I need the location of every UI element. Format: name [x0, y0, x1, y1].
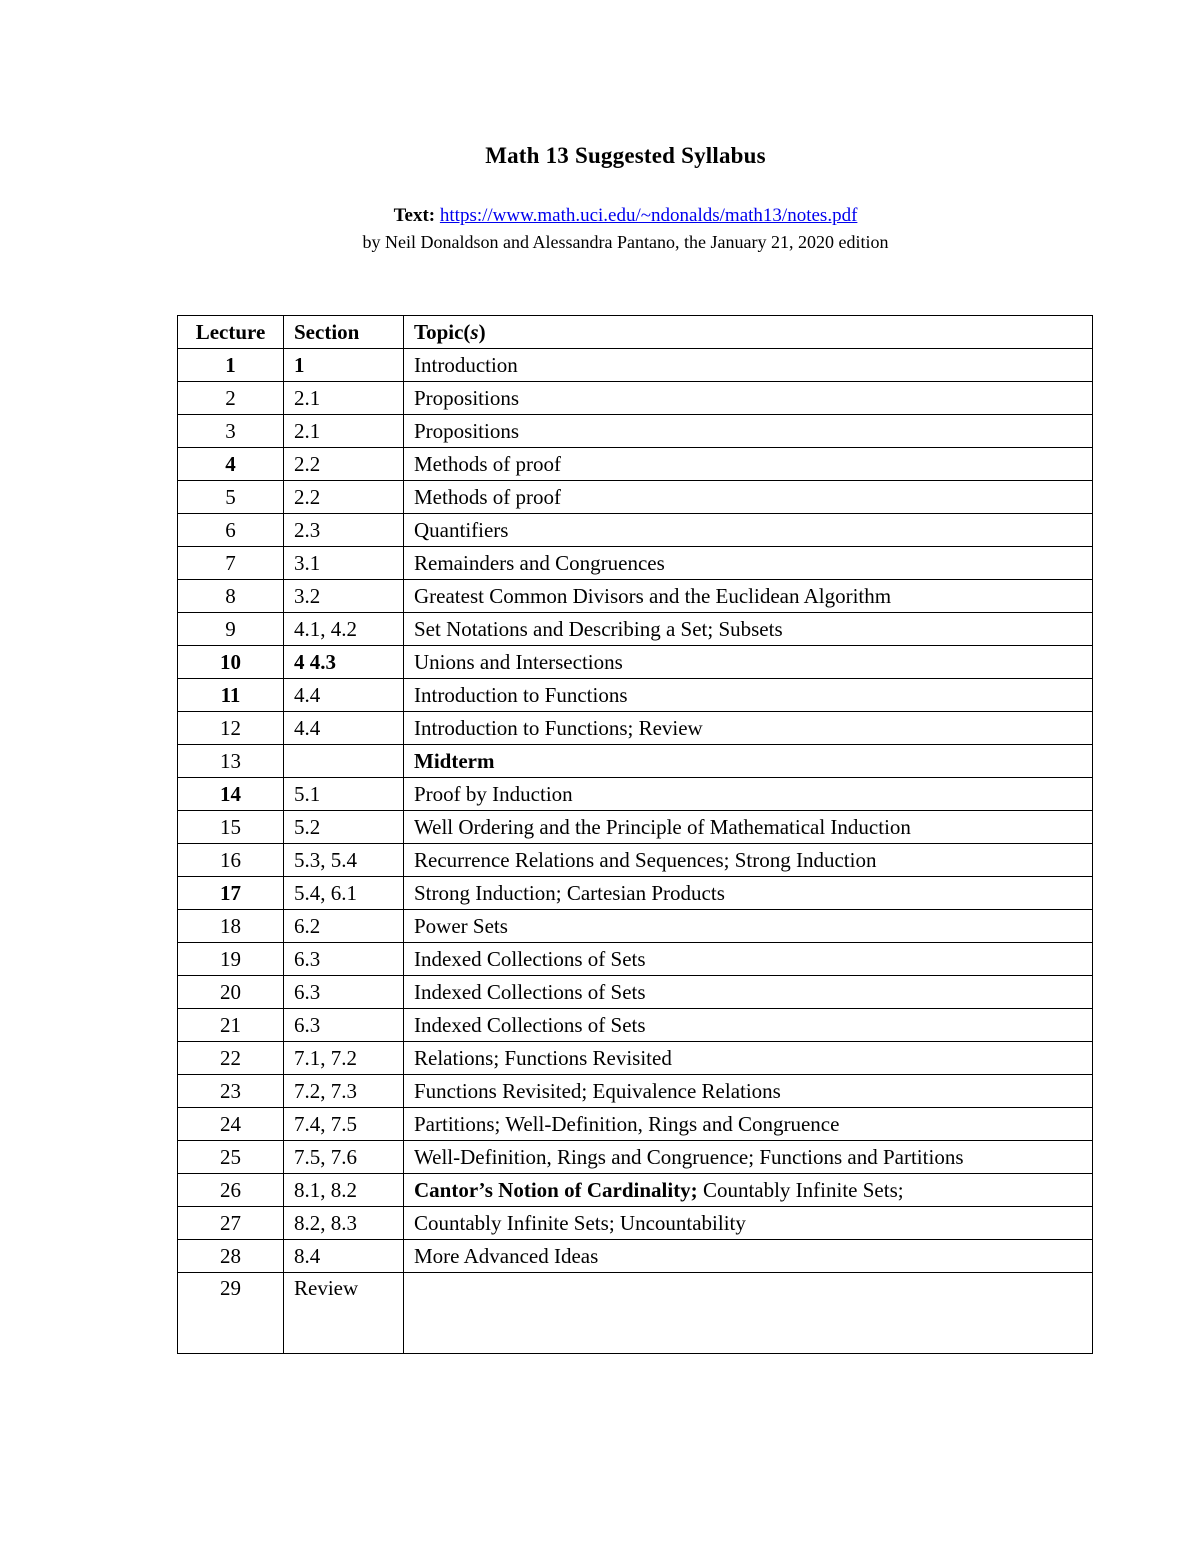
- section-cell: 6.3: [284, 976, 404, 1009]
- section-cell: 2.3: [284, 514, 404, 547]
- section-cell: 6.3: [284, 943, 404, 976]
- section-cell: [284, 745, 404, 778]
- table-row: [178, 877, 1093, 910]
- topic-cell: Methods of proof: [404, 448, 1093, 481]
- topic-cell: Propositions: [404, 415, 1093, 448]
- section-cell: 5.1: [284, 778, 404, 811]
- lecture-cell: 1: [178, 349, 284, 382]
- lecture-cell: 8: [178, 580, 284, 613]
- topic-cell: Indexed Collections of Sets: [404, 943, 1093, 976]
- lecture-cell: 10: [178, 646, 284, 679]
- table-row: [178, 1141, 1093, 1174]
- section-cell: 4.4: [284, 712, 404, 745]
- topic-cell: Introduction to Functions; Review: [404, 712, 1093, 745]
- page-title: Math 13 Suggested Syllabus: [485, 143, 766, 168]
- table-row: [178, 448, 1093, 481]
- section-cell: 2.1: [284, 415, 404, 448]
- topic-cell: Functions Revisited; Equivalence Relations: [404, 1075, 1093, 1108]
- header-topic-main: Topic(: [414, 319, 471, 344]
- topic-cell: Greatest Common Divisors and the Euclidean Algorithm: [404, 580, 1093, 613]
- section-cell: 2.2: [284, 448, 404, 481]
- lecture-cell: 5: [178, 481, 284, 514]
- header-topic: [404, 316, 1093, 349]
- topic-cell: Well Ordering and the Principle of Mathematical Induction: [404, 811, 1093, 844]
- table-row: [178, 514, 1093, 547]
- section-cell: 4.4: [284, 679, 404, 712]
- topic-text: Countably Infinite Sets;: [697, 1177, 904, 1202]
- section-cell: 3.2: [284, 580, 404, 613]
- section-cell: 2.2: [284, 481, 404, 514]
- topic-cell: Partitions; Well-Definition, Rings and Congruence: [404, 1108, 1093, 1141]
- table-row: [178, 910, 1093, 943]
- topic-cell: Strong Induction; Cartesian Products: [404, 877, 1093, 910]
- lecture-cell: 19: [178, 943, 284, 976]
- table-row: [178, 646, 1093, 679]
- section-cell: 5.2: [284, 811, 404, 844]
- topic-cell: Set Notations and Describing a Set; Subsets: [404, 613, 1093, 646]
- lecture-cell: 23: [178, 1075, 284, 1108]
- section-cell: 1: [284, 349, 404, 382]
- table-row: [178, 415, 1093, 448]
- lecture-cell: 26: [178, 1174, 284, 1207]
- table-row: [178, 679, 1093, 712]
- lecture-cell: 2: [178, 382, 284, 415]
- lecture-cell: 4: [178, 448, 284, 481]
- table-row: [178, 547, 1093, 580]
- topic-cell: Proof by Induction: [404, 778, 1093, 811]
- topic-cell: Indexed Collections of Sets: [404, 1009, 1093, 1042]
- text-label: Text:: [393, 205, 436, 226]
- section-cell: 8.2, 8.3: [284, 1207, 404, 1240]
- header-topic-s: s: [470, 319, 479, 344]
- lecture-cell: 27: [178, 1207, 284, 1240]
- section-cell: 7.4, 7.5: [284, 1108, 404, 1141]
- section-cell: 7.1, 7.2: [284, 1042, 404, 1075]
- topic-cell: [404, 1273, 1093, 1354]
- topic-cell: Remainders and Congruences: [404, 547, 1093, 580]
- section-cell: 4 4.3: [284, 646, 404, 679]
- table-row: [178, 1273, 1093, 1354]
- lecture-cell: 14: [178, 778, 284, 811]
- table-row: [178, 1042, 1093, 1075]
- lecture-cell: 25: [178, 1141, 284, 1174]
- table-row: [178, 1108, 1093, 1141]
- table-row: [178, 1075, 1093, 1108]
- table-row: [178, 382, 1093, 415]
- topic-cell: Relations; Functions Revisited: [404, 1042, 1093, 1075]
- section-cell: 6.3: [284, 1009, 404, 1042]
- topic-cell: Countably Infinite Sets; Uncountability: [404, 1207, 1093, 1240]
- topic-cell: Introduction to Functions: [404, 679, 1093, 712]
- topic-cell: Unions and Intersections: [404, 646, 1093, 679]
- header-row: [178, 316, 1093, 349]
- text-link[interactable]: https://www.math.uci.edu/~ndonalds/math13/notes.pdf: [439, 205, 858, 226]
- section-cell: 8.4: [284, 1240, 404, 1273]
- lecture-cell: 3: [178, 415, 284, 448]
- lecture-cell: 28: [178, 1240, 284, 1273]
- lecture-cell: 7: [178, 547, 284, 580]
- header-lecture: Lecture: [178, 316, 284, 349]
- topic-cell: Power Sets: [404, 910, 1093, 943]
- lecture-cell: 20: [178, 976, 284, 1009]
- topic-cell: More Advanced Ideas: [404, 1240, 1093, 1273]
- text-line: [0, 205, 1200, 227]
- table-row: [178, 712, 1093, 745]
- lecture-cell: 15: [178, 811, 284, 844]
- lecture-cell: 17: [178, 877, 284, 910]
- lecture-cell: 24: [178, 1108, 284, 1141]
- lecture-cell: 11: [178, 679, 284, 712]
- topic-cell: Methods of proof: [404, 481, 1093, 514]
- section-cell: 3.1: [284, 547, 404, 580]
- topic-cell: [404, 1174, 1093, 1207]
- topic-cell: Propositions: [404, 382, 1093, 415]
- section-cell: 4.1, 4.2: [284, 613, 404, 646]
- lecture-cell: 13: [178, 745, 284, 778]
- topic-cell: Indexed Collections of Sets: [404, 976, 1093, 1009]
- lecture-cell: 18: [178, 910, 284, 943]
- topic-cell: Recurrence Relations and Sequences; Strong Induction: [404, 844, 1093, 877]
- lecture-cell: 21: [178, 1009, 284, 1042]
- section-cell: 5.3, 5.4: [284, 844, 404, 877]
- section-cell: 8.1, 8.2: [284, 1174, 404, 1207]
- table-row: [178, 976, 1093, 1009]
- syllabus-table: [177, 315, 1093, 1354]
- table-row: [178, 1207, 1093, 1240]
- section-cell: 5.4, 6.1: [284, 877, 404, 910]
- topic-cell: Well-Definition, Rings and Congruence; Functions and Partitions: [404, 1141, 1093, 1174]
- lecture-cell: 16: [178, 844, 284, 877]
- topic-cell: Introduction: [404, 349, 1093, 382]
- table-row: [178, 1009, 1093, 1042]
- section-cell: 6.2: [284, 910, 404, 943]
- topic-bold-text: Cantor’s Notion of Cardinality;: [414, 1177, 698, 1202]
- table-row: [178, 613, 1093, 646]
- table-row: [178, 349, 1093, 382]
- topic-cell: Quantifiers: [404, 514, 1093, 547]
- table-row: [178, 745, 1093, 778]
- table-row: [178, 580, 1093, 613]
- table-row: [178, 943, 1093, 976]
- table-row: [178, 481, 1093, 514]
- header-topic-close: ): [478, 319, 486, 344]
- header-section: Section: [284, 316, 404, 349]
- table-row: [178, 844, 1093, 877]
- section-cell: 2.1: [284, 382, 404, 415]
- table-row: [178, 811, 1093, 844]
- section-cell: 7.2, 7.3: [284, 1075, 404, 1108]
- lecture-cell: 22: [178, 1042, 284, 1075]
- table-row: [178, 1174, 1093, 1207]
- lecture-cell: 12: [178, 712, 284, 745]
- syllabus-body: [178, 349, 1093, 1354]
- lecture-cell: 29: [178, 1273, 284, 1354]
- section-cell: 7.5, 7.6: [284, 1141, 404, 1174]
- lecture-cell: 6: [178, 514, 284, 547]
- topic-cell: Midterm: [404, 745, 1093, 778]
- section-cell: Review: [284, 1273, 404, 1354]
- lecture-cell: 9: [178, 613, 284, 646]
- byline: by Neil Donaldson and Alessandra Pantano, the January 21, 2020 edition: [362, 232, 889, 252]
- table-row: [178, 778, 1093, 811]
- table-row: [178, 1240, 1093, 1273]
